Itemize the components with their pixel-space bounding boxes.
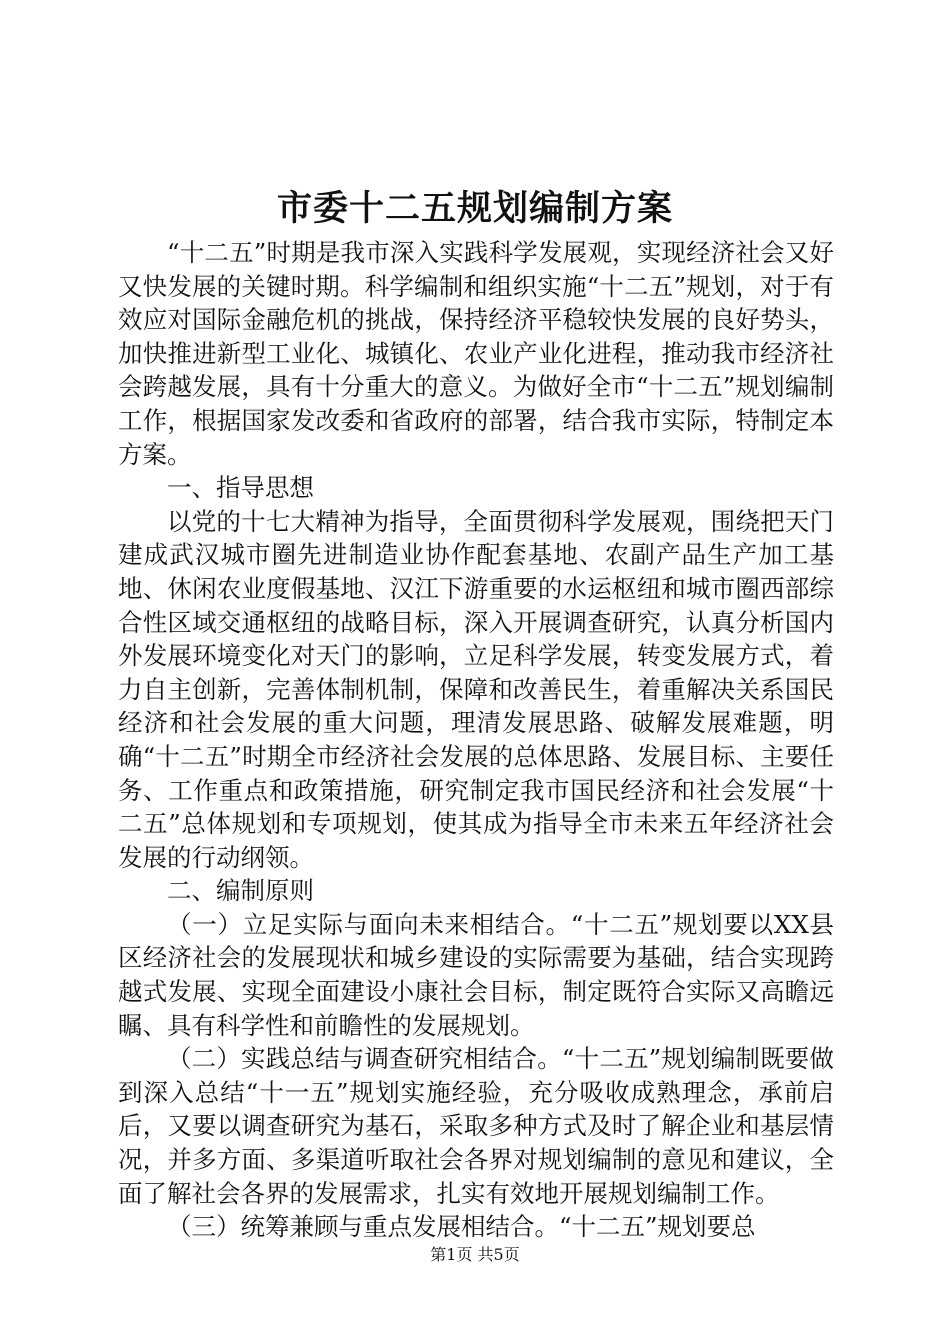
page-footer: 第1页 共5页 <box>430 1245 520 1264</box>
paragraph-principle-1: （一）立足实际与面向未来相结合。“十二五”规划要以XX县区经济社会的发展现状和城乡建设的实际需要为基础，结合实现跨越式发展、实现全面建设小康社会目标，制定既符合实际又高瞻远瞩、具有科学性和前瞻性的发展规划。 <box>118 909 834 1040</box>
document-title: 市委十二五规划编制方案 <box>276 188 673 229</box>
section-heading-principles: 二、编制原则 <box>167 876 314 906</box>
paragraph-principle-3: （三）统筹兼顾与重点发展相结合。“十二五”规划要总 <box>167 1212 756 1242</box>
section-heading-guiding-ideology: 一、指导思想 <box>167 473 314 503</box>
paragraph-principle-2: （二）实践总结与调查研究相结合。“十二五”规划编制既要做到深入总结“十一五”规划实施经验，充分吸收成熟理念，承前启后，又要以调查研究为基石，采取多种方式及时了解企业和基层情况，并多方面、多渠道听取社会各界对规划编制的意见和建议，全面了解社会各界的发展需求，扎实有效地开展规划编制工作。 <box>118 1044 834 1208</box>
document-body <box>118 236 834 1244</box>
paragraph-guiding-ideology: 以党的十七大精神为指导，全面贯彻科学发展观，围绕把天门建成武汉城市圈先进制造业协作配套基地、农副产品生产加工基地、休闲农业度假基地、汉江下游重要的水运枢纽和城市圈西部综合性区域交通枢纽的战略目标，深入开展调查研究，认真分析国内外发展环境变化对天门的影响，立足科学发展，转变发展方式，着力自主创新，完善体制机制，保障和改善民生，着重解决关系国民经济和社会发展的重大问题，理清发展思路、破解发展难题，明确“十二五”时期全市经济社会发展的总体思路、发展目标、主要任务、工作重点和政策措施，研究制定我市国民经济和社会发展“十二五”总体规划和专项规划，使其成为指导全市未来五年经济社会发展的行动纲领。 <box>118 506 834 872</box>
paragraph-intro: “十二五”时期是我市深入实践科学发展观，实现经济社会又好又快发展的关键时期。科学编制和组织实施“十二五”规划，对于有效应对国际金融危机的挑战，保持经济平稳较快发展的良好势头，加快推进新型工业化、城镇化、农业产业化进程，推动我市经济社会跨越发展，具有十分重大的意义。为做好全市“十二五”规划编制工作，根据国家发改委和省政府的部署，结合我市实际，特制定本方案。 <box>118 238 834 469</box>
